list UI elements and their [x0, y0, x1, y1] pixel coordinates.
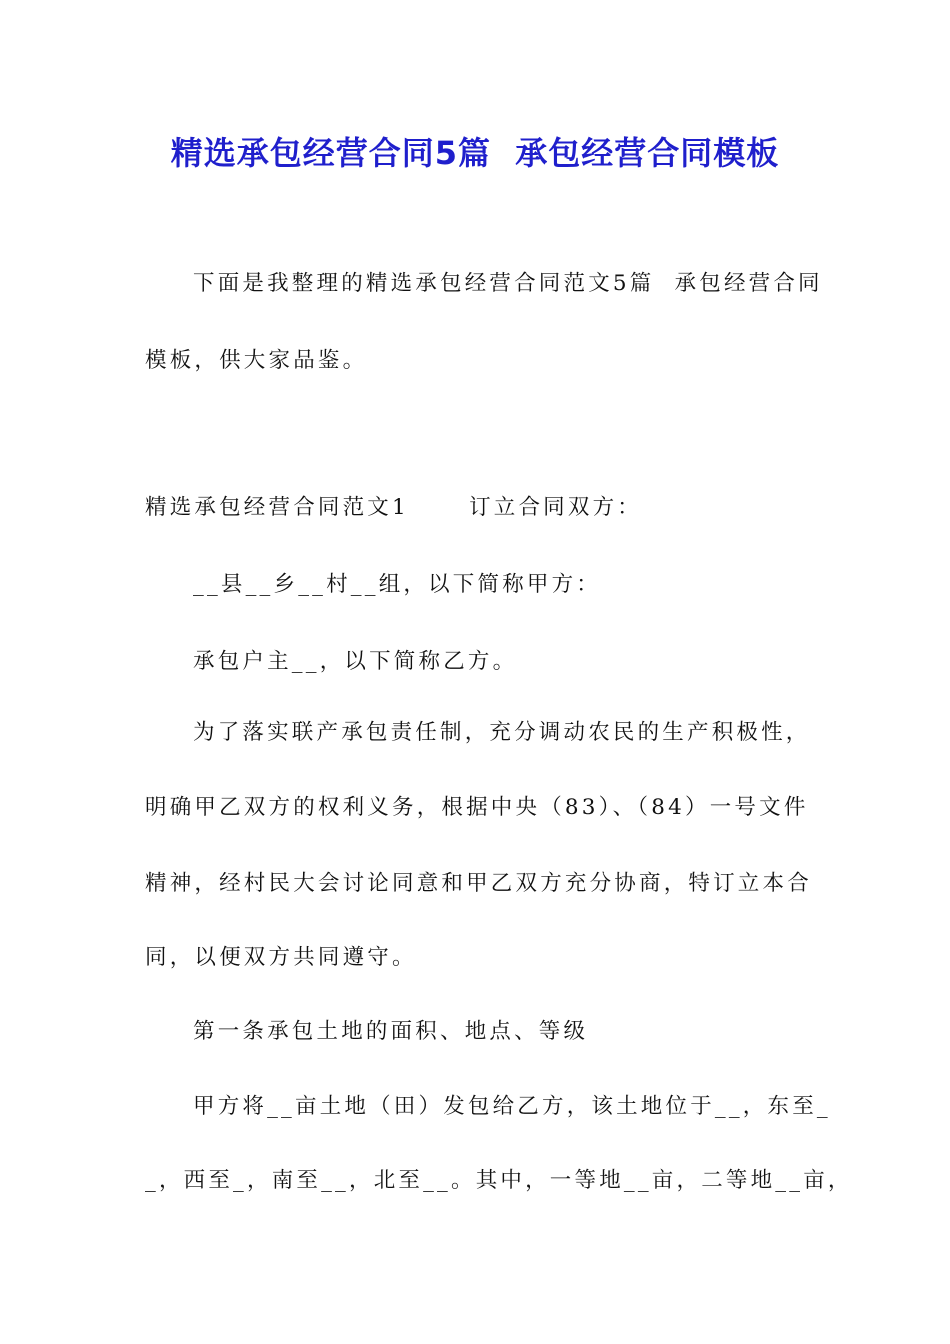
preamble-line-1: 为了落实联产承包责任制，充分调动农民的生产积极性， — [193, 720, 811, 745]
document-title: 精选承包经营合同5篇 承包经营合同模板 — [170, 134, 780, 172]
paragraph-intro-line-2: 模板，供大家品鉴。 — [145, 348, 368, 373]
party-b-line: 承包户主__，以下简称乙方。 — [193, 649, 518, 674]
article-1-line-1: 甲方将__亩土地（田）发包给乙方，该土地位于__，东至_ — [193, 1094, 831, 1119]
preamble-line-2: 明确甲乙双方的权利义务，根据中央（83）、（84）一号文件 — [145, 795, 809, 820]
article-1-line-2: _，西至_，南至__，北至__。其中，一等地__亩，二等地__亩， — [145, 1168, 853, 1193]
preamble-line-4: 同，以便双方共同遵守。 — [145, 945, 417, 970]
section-heading-sample-1: 精选承包经营合同范文1 订立合同双方： — [145, 495, 642, 520]
preamble-line-3: 精神，经村民大会讨论同意和甲乙双方充分协商，特订立本合 — [145, 871, 812, 896]
party-a-line: __县__乡__村__组，以下简称甲方： — [193, 572, 602, 597]
article-1-heading: 第一条承包土地的面积、地点、等级 — [193, 1019, 589, 1044]
paragraph-intro-line-1: 下面是我整理的精选承包经营合同范文5篇 承包经营合同 — [193, 271, 823, 296]
